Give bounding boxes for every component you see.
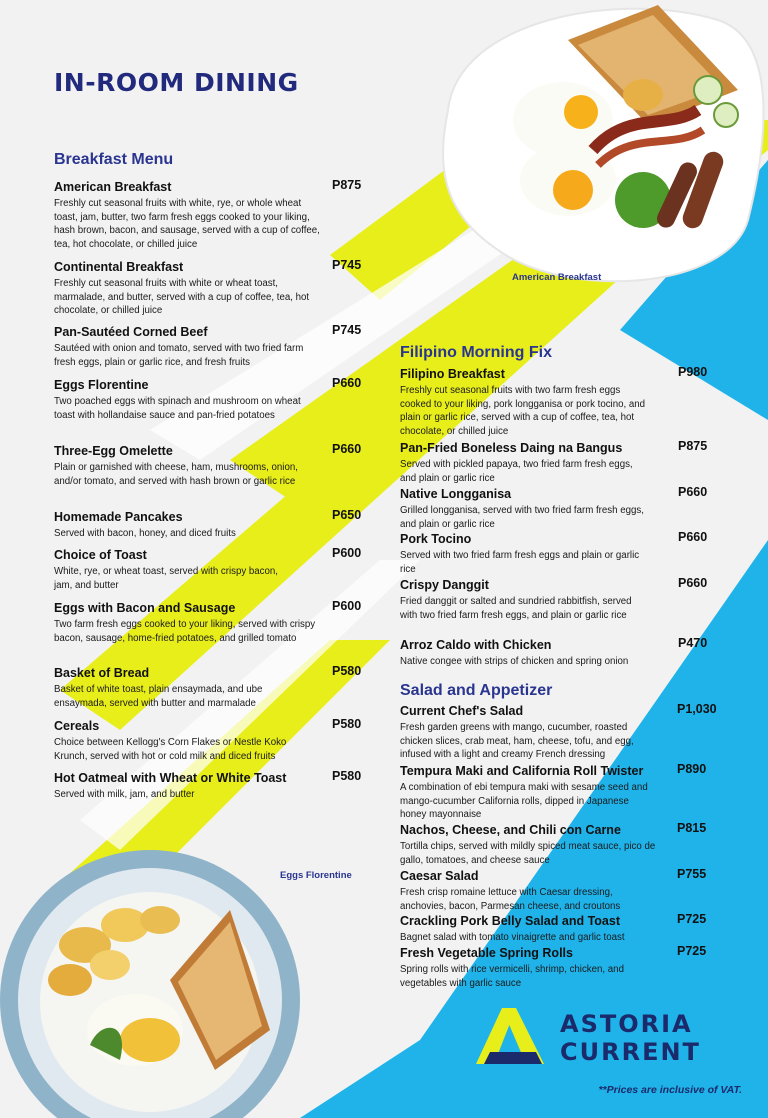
item-description: White, rye, or wheat toast, served with crispy bacon, jam, and butter [54, 566, 278, 591]
logo-a-icon [476, 1008, 544, 1064]
item-price: P600 [332, 546, 362, 560]
menu-item [400, 636, 720, 669]
menu-item [400, 762, 725, 822]
menu-item [54, 664, 370, 710]
menu-item [54, 599, 370, 645]
item-description: Grilled longganisa, served with two fried farm fresh eggs, and plain or garlic rice [400, 505, 644, 530]
item-name: Continental Breakfast [54, 260, 184, 274]
menu-item [54, 717, 370, 763]
item-price: P725 [677, 944, 707, 958]
item-price: P745 [332, 323, 362, 337]
item-price: P650 [332, 508, 362, 522]
item-description: Two farm fresh eggs cooked to your liking, served with crispy bacon, sausage, home-fried potatoes, and grilled tomato [54, 619, 316, 644]
item-description: A combination of ebi tempura maki with sesame seed and mango-cucumber California rolls, dipped in Japanese honey mayonnaise [400, 782, 648, 821]
menu-item [54, 769, 370, 802]
item-price: P600 [332, 599, 362, 613]
item-description: Native congee with strips of chicken and spring onion [400, 656, 629, 667]
item-name: Caesar Salad [400, 869, 479, 883]
item-price: P725 [677, 912, 707, 926]
item-description: Sautéed with onion and tomato, served with two fried farm fresh eggs, plain or garlic rice, and fresh fruits [54, 343, 304, 368]
item-price: P980 [678, 365, 708, 379]
item-name: Eggs with Bacon and Sausage [54, 601, 236, 615]
item-price: P580 [332, 769, 362, 783]
item-price: P580 [332, 664, 362, 678]
item-name: Pan-Fried Boneless Daing na Bangus [400, 441, 623, 455]
item-price: P660 [332, 442, 362, 456]
item-description: Fresh crisp romaine lettuce with Caesar dressing, anchovies, bacon, Parmesan cheese, and croutons [400, 887, 621, 912]
item-name: Three-Egg Omelette [54, 444, 173, 458]
item-name: Crispy Danggit [400, 578, 489, 592]
menu-item [400, 576, 720, 622]
item-name: Homemade Pancakes [54, 510, 183, 524]
item-description: Served with pickled papaya, two fried farm fresh eggs, and plain or garlic rice [400, 459, 633, 484]
salad-appetizer-title: Salad and Appetizer [400, 682, 553, 699]
american-breakfast-caption: American Breakfast [512, 272, 602, 283]
logo-line-1: ASTORIA [560, 1010, 693, 1038]
item-description: Fresh garden greens with mango, cucumber, roasted chicken slices, crab meat, ham, cheese, tofu, and egg, infused with a light and creamy French dressing [400, 722, 634, 761]
page-title: IN-ROOM DINING [54, 68, 299, 97]
item-price: P755 [677, 867, 707, 881]
menu-item [54, 258, 370, 318]
astoria-current-logo [476, 1008, 736, 1068]
item-description: Plain or garnished with cheese, ham, mushrooms, onion, and/or tomato, and served with hash brown or garlic rice [54, 462, 298, 487]
item-description: Freshly cut seasonal fruits with two farm fresh eggs cooked to your liking, pork longganisa or pork tocino, and plain or garlic rice, served with a cup of coffee, tea, hot chocolate, or chilled juice [400, 385, 646, 437]
item-price: P660 [678, 530, 708, 544]
item-price: P580 [332, 717, 362, 731]
item-description: Freshly cut seasonal fruits with white or wheat toast, marmalade, and butter, served with a cup of coffee, tea, hot chocolate, or chilled juice [54, 278, 310, 317]
item-price: P470 [678, 636, 708, 650]
cucumber-icon [694, 76, 722, 104]
item-name: Arroz Caldo with Chicken [400, 638, 552, 652]
item-price: P875 [678, 439, 708, 453]
breakfast-menu-title: Breakfast Menu [54, 151, 174, 168]
item-price: P745 [332, 258, 362, 272]
american-breakfast-photo [418, 0, 768, 290]
item-price: P660 [678, 485, 708, 499]
item-price: P1,030 [677, 702, 717, 716]
hash-brown-icon [623, 79, 663, 111]
item-name: American Breakfast [54, 180, 172, 194]
item-name: Fresh Vegetable Spring Rolls [400, 946, 573, 960]
eggs-florentine-caption: Eggs Florentine [280, 870, 352, 881]
item-price: P890 [677, 762, 707, 776]
menu-item [54, 546, 370, 592]
item-description: Basket of white toast, plain ensaymada, and ube ensaymada, served with butter and marmalade [54, 684, 263, 709]
item-description: Served with milk, jam, and butter [54, 789, 195, 800]
item-name: Pan-Sautéed Corned Beef [54, 325, 208, 339]
item-description: Served with bacon, honey, and diced fruits [54, 528, 236, 539]
menu-item [400, 365, 720, 438]
item-description: Two poached eggs with spinach and mushroom on wheat toast with hollandaise sauce and pan-fried potatoes [54, 396, 301, 421]
item-description: Served with two fried farm fresh eggs and plain or garlic rice [400, 550, 640, 575]
item-description: Spring rolls with rice vermicelli, shrimp, chicken, and vegetables with garlic sauce [400, 964, 624, 989]
menu-item [400, 702, 725, 762]
menu-item [54, 376, 370, 422]
menu-item [400, 944, 725, 990]
item-name: Basket of Bread [54, 666, 150, 680]
item-description: Tortilla chips, served with mildly spiced meat sauce, pico de gallo, tomatoes, and cheese sauce [400, 841, 656, 866]
item-description: Bagnet salad with tomato vinaigrette and garlic toast [400, 932, 625, 943]
item-description: Choice between Kellogg's Corn Flakes or Nestle Koko Krunch, served with hot or cold milk and diced fruits [54, 737, 287, 762]
item-name: Tempura Maki and California Roll Twister [400, 764, 644, 778]
item-price: P660 [332, 376, 362, 390]
item-name: Native Longganisa [400, 487, 512, 501]
menu-item [400, 530, 720, 576]
item-name: Eggs Florentine [54, 378, 149, 392]
menu-item [54, 508, 370, 541]
item-name: Crackling Pork Belly Salad and Toast [400, 914, 620, 928]
menu-item [54, 323, 370, 369]
item-price: P875 [332, 178, 362, 192]
item-price: P815 [677, 821, 707, 835]
menu-item [400, 485, 720, 531]
item-name: Hot Oatmeal with Wheat or White Toast [54, 771, 287, 785]
item-price: P660 [678, 576, 708, 590]
menu-item [54, 178, 370, 251]
menu-item [400, 912, 725, 945]
item-name: Choice of Toast [54, 548, 147, 562]
menu-item [400, 821, 725, 867]
item-name: Nachos, Cheese, and Chili con Carne [400, 823, 621, 837]
menu-item [400, 439, 720, 485]
item-name: Pork Tocino [400, 532, 472, 546]
menu-item [54, 442, 370, 488]
vat-footnote: **Prices are inclusive of VAT. [598, 1084, 742, 1096]
filipino-morning-fix-title: Filipino Morning Fix [400, 344, 552, 361]
item-name: Current Chef's Salad [400, 704, 524, 718]
item-name: Filipino Breakfast [400, 367, 505, 381]
item-name: Cereals [54, 719, 100, 733]
item-description: Fried danggit or salted and sundried rabbitfish, served with two fried farm fresh eggs, and plain or garlic rice [400, 596, 632, 621]
item-description: Freshly cut seasonal fruits with white, rye, or whole wheat toast, jam, butter, two farm fresh eggs cooked to your liking, hash brown, bacon, and sausage, served with a cup of coffee, tea, hot chocolate, or chilled juice [54, 198, 320, 250]
eggs-florentine-photo [0, 830, 310, 1118]
menu-item [400, 867, 725, 913]
logo-line-2: CURRENT [560, 1038, 701, 1066]
